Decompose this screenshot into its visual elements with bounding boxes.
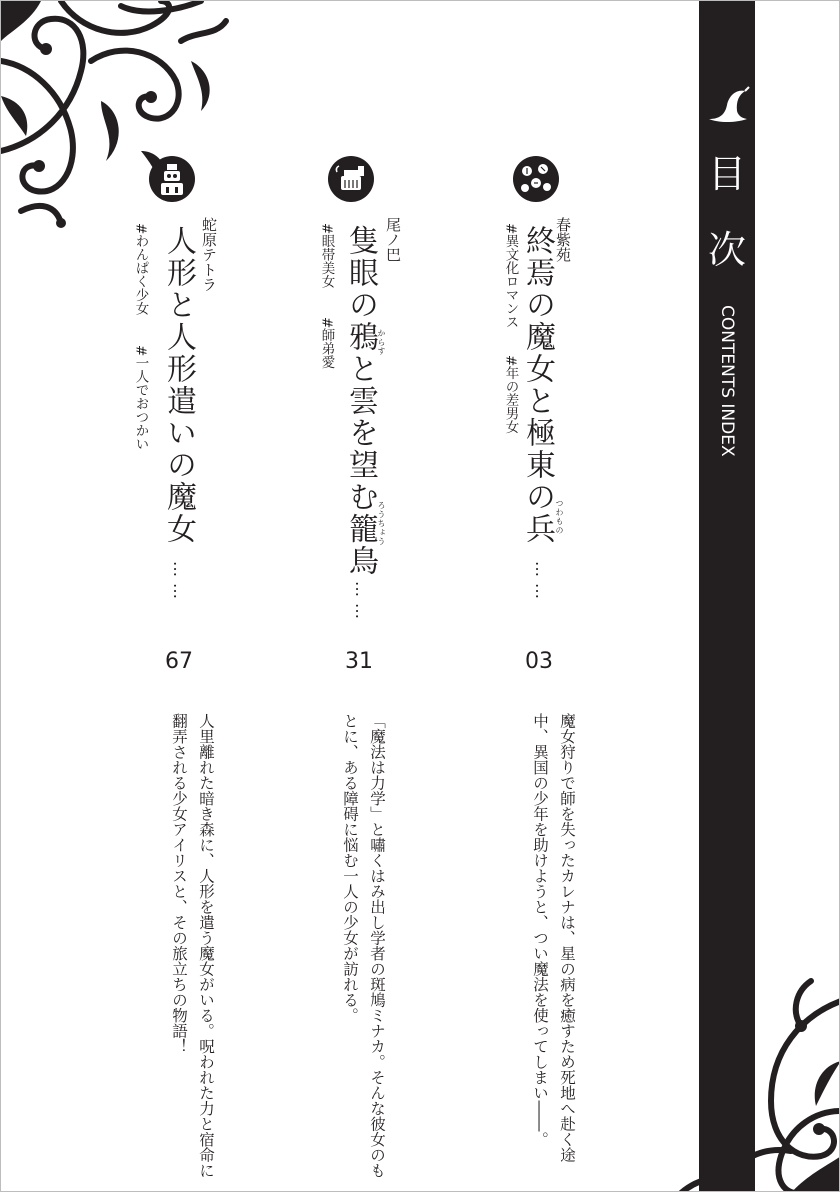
entry2-tag-1: #眼帯美女 bbox=[318, 223, 335, 289]
entry2-ruby-1: からす bbox=[377, 329, 386, 356]
witch-hat-icon bbox=[705, 85, 751, 125]
entry3-author: 蛇原テトラ bbox=[200, 217, 218, 292]
title-char-2: 次 bbox=[707, 228, 746, 272]
entry1-ruby: つわもの bbox=[555, 499, 564, 535]
machine-icon bbox=[328, 156, 374, 202]
entry2-tag-2: #師弟愛 bbox=[318, 317, 335, 369]
entry3-description: 人里離れた暗き森に、人形を遣う魔女がいる。呪われた力と宿命に翻弄される少女アイリスと、その旅立ちの物語！ bbox=[170, 713, 215, 1178]
entry2-title[interactable]: 隻眼の鴉と雲を望む籠鳥 bbox=[343, 225, 378, 577]
entry3-tag-1: #わんぱく少女 bbox=[132, 223, 149, 316]
entry1-tag-2: #年の差男女 bbox=[502, 355, 519, 434]
entry1-tag-1: #異文化ロマンス bbox=[502, 223, 519, 329]
entry1-title[interactable]: 終焉の魔女と極東の兵 bbox=[520, 225, 555, 545]
entry3-title[interactable]: 人形と人形遣いの魔女 bbox=[161, 225, 196, 545]
robot-doll-icon bbox=[149, 156, 195, 202]
entry2-author: 尾ノ巴 bbox=[384, 217, 402, 262]
entry2-ruby-2: ろうちょう bbox=[377, 501, 386, 546]
entry3-leader-dots: …… bbox=[170, 561, 189, 605]
entry2-leader-dots: …… bbox=[352, 581, 371, 625]
entry3-page-number[interactable]: 67 bbox=[165, 649, 193, 674]
flourish-ornament-top-left bbox=[1, 1, 241, 231]
entry1-author: 春紫苑 bbox=[554, 217, 572, 262]
entry2-description: 「魔法は力学」と嘯くはみ出し学者の斑鳩ミナカ。そんな彼女のもとに、ある障碍に悩む一人の少女が訪れる。 bbox=[341, 713, 386, 1178]
contents-sidebar bbox=[699, 1, 755, 1192]
title-char-1: 目 bbox=[707, 152, 746, 196]
contents-index-label: CONTENTS INDEX bbox=[717, 305, 737, 457]
entry1-leader-dots: …… bbox=[532, 561, 551, 605]
entry1-description: 魔女狩りで師を失ったカレナは、星の病を癒すため死地へ赴く途中、異国の少年を助けようと、つい魔法を使ってしまい――。 bbox=[531, 713, 576, 1163]
entry3-tag-2: #一人でおつかい bbox=[132, 345, 149, 451]
entry1-page-number[interactable]: 03 bbox=[525, 649, 553, 674]
runes-icon bbox=[513, 156, 559, 202]
entry2-page-number[interactable]: 31 bbox=[345, 649, 373, 674]
